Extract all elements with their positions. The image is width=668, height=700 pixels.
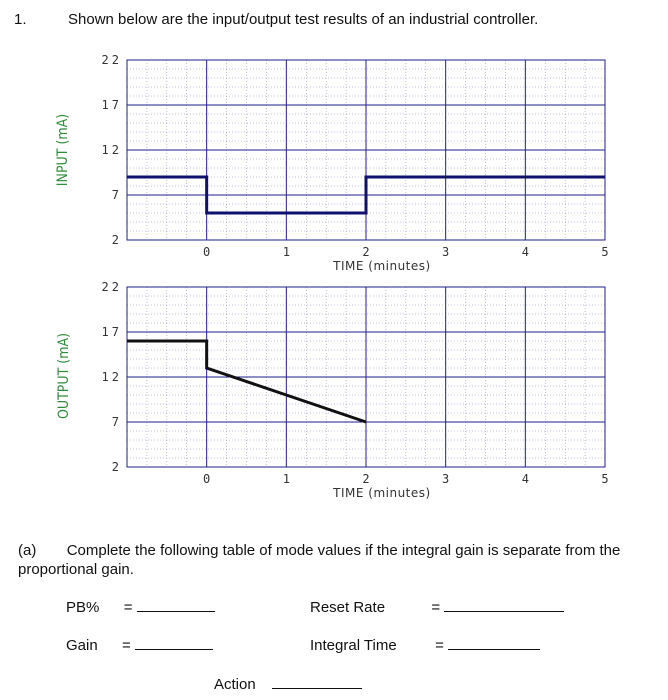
- output-y-tick-label: 17: [101, 325, 122, 339]
- output-y-tick-label: 22: [101, 280, 122, 294]
- gain-row: [66, 636, 213, 654]
- output-x-tick-label: 3: [442, 472, 450, 486]
- integral-equals: =: [435, 637, 444, 654]
- output-y-tick-label: 2: [111, 460, 122, 474]
- integral-row: [310, 636, 540, 654]
- output-x-axis-label: TIME (minutes): [333, 486, 431, 500]
- output-x-tick-label: 1: [282, 472, 290, 486]
- output-x-tick-label: 5: [601, 472, 609, 486]
- pb-label: PB%: [66, 599, 100, 616]
- input-y-tick-label: 12: [101, 143, 122, 157]
- reset-rate-label: Reset Rate: [310, 599, 386, 616]
- action-answer-blank[interactable]: [272, 675, 362, 689]
- input-x-tick-label: 3: [442, 245, 450, 259]
- input-x-tick-label: 0: [203, 245, 211, 259]
- question-text: Shown below are the input/output test results of an industrial controller.: [68, 11, 539, 28]
- gain-equals: =: [122, 637, 131, 654]
- input-x-tick-label: 5: [601, 245, 609, 259]
- part-a-label: (a): [18, 542, 37, 559]
- integral-time-label: Integral Time: [310, 637, 397, 654]
- integral-time-answer-blank[interactable]: [448, 636, 540, 650]
- output-x-tick-label: 2: [362, 472, 370, 486]
- input-y-tick-label: 2: [111, 233, 122, 247]
- input-y-tick-label: 7: [111, 188, 122, 202]
- input-x-tick-label: 4: [521, 245, 529, 259]
- output-axis-label: OUTPUT (mA): [56, 332, 72, 420]
- gain-label: Gain: [66, 637, 98, 654]
- part-a-text: Complete the following table of mode values if the integral gain is separate from the proportional gain.: [18, 542, 621, 578]
- output-y-tick-label: 7: [111, 415, 122, 429]
- input-x-axis-label: TIME (minutes): [333, 259, 431, 273]
- input-axis-label: INPUT (mA): [55, 113, 71, 187]
- pb-answer-blank[interactable]: [137, 598, 215, 612]
- input-x-tick-label: 1: [282, 245, 290, 259]
- pb-row: [66, 598, 215, 616]
- output-x-tick-label: 0: [203, 472, 211, 486]
- output-y-tick-label: 12: [101, 370, 122, 384]
- action-label: Action: [214, 676, 256, 693]
- output-x-tick-label: 4: [521, 472, 529, 486]
- question-number: 1.: [14, 11, 27, 28]
- reset-equals: =: [431, 599, 441, 616]
- input-y-tick-label: 17: [101, 98, 122, 112]
- pb-equals: =: [123, 599, 133, 616]
- gain-answer-blank[interactable]: [135, 636, 213, 650]
- input-y-tick-label: 22: [101, 53, 122, 67]
- reset-rate-answer-blank[interactable]: [444, 598, 564, 612]
- reset-row: [310, 598, 564, 616]
- action-row: [214, 675, 362, 693]
- part-a-question: [18, 541, 658, 579]
- input-x-tick-label: 2: [362, 245, 370, 259]
